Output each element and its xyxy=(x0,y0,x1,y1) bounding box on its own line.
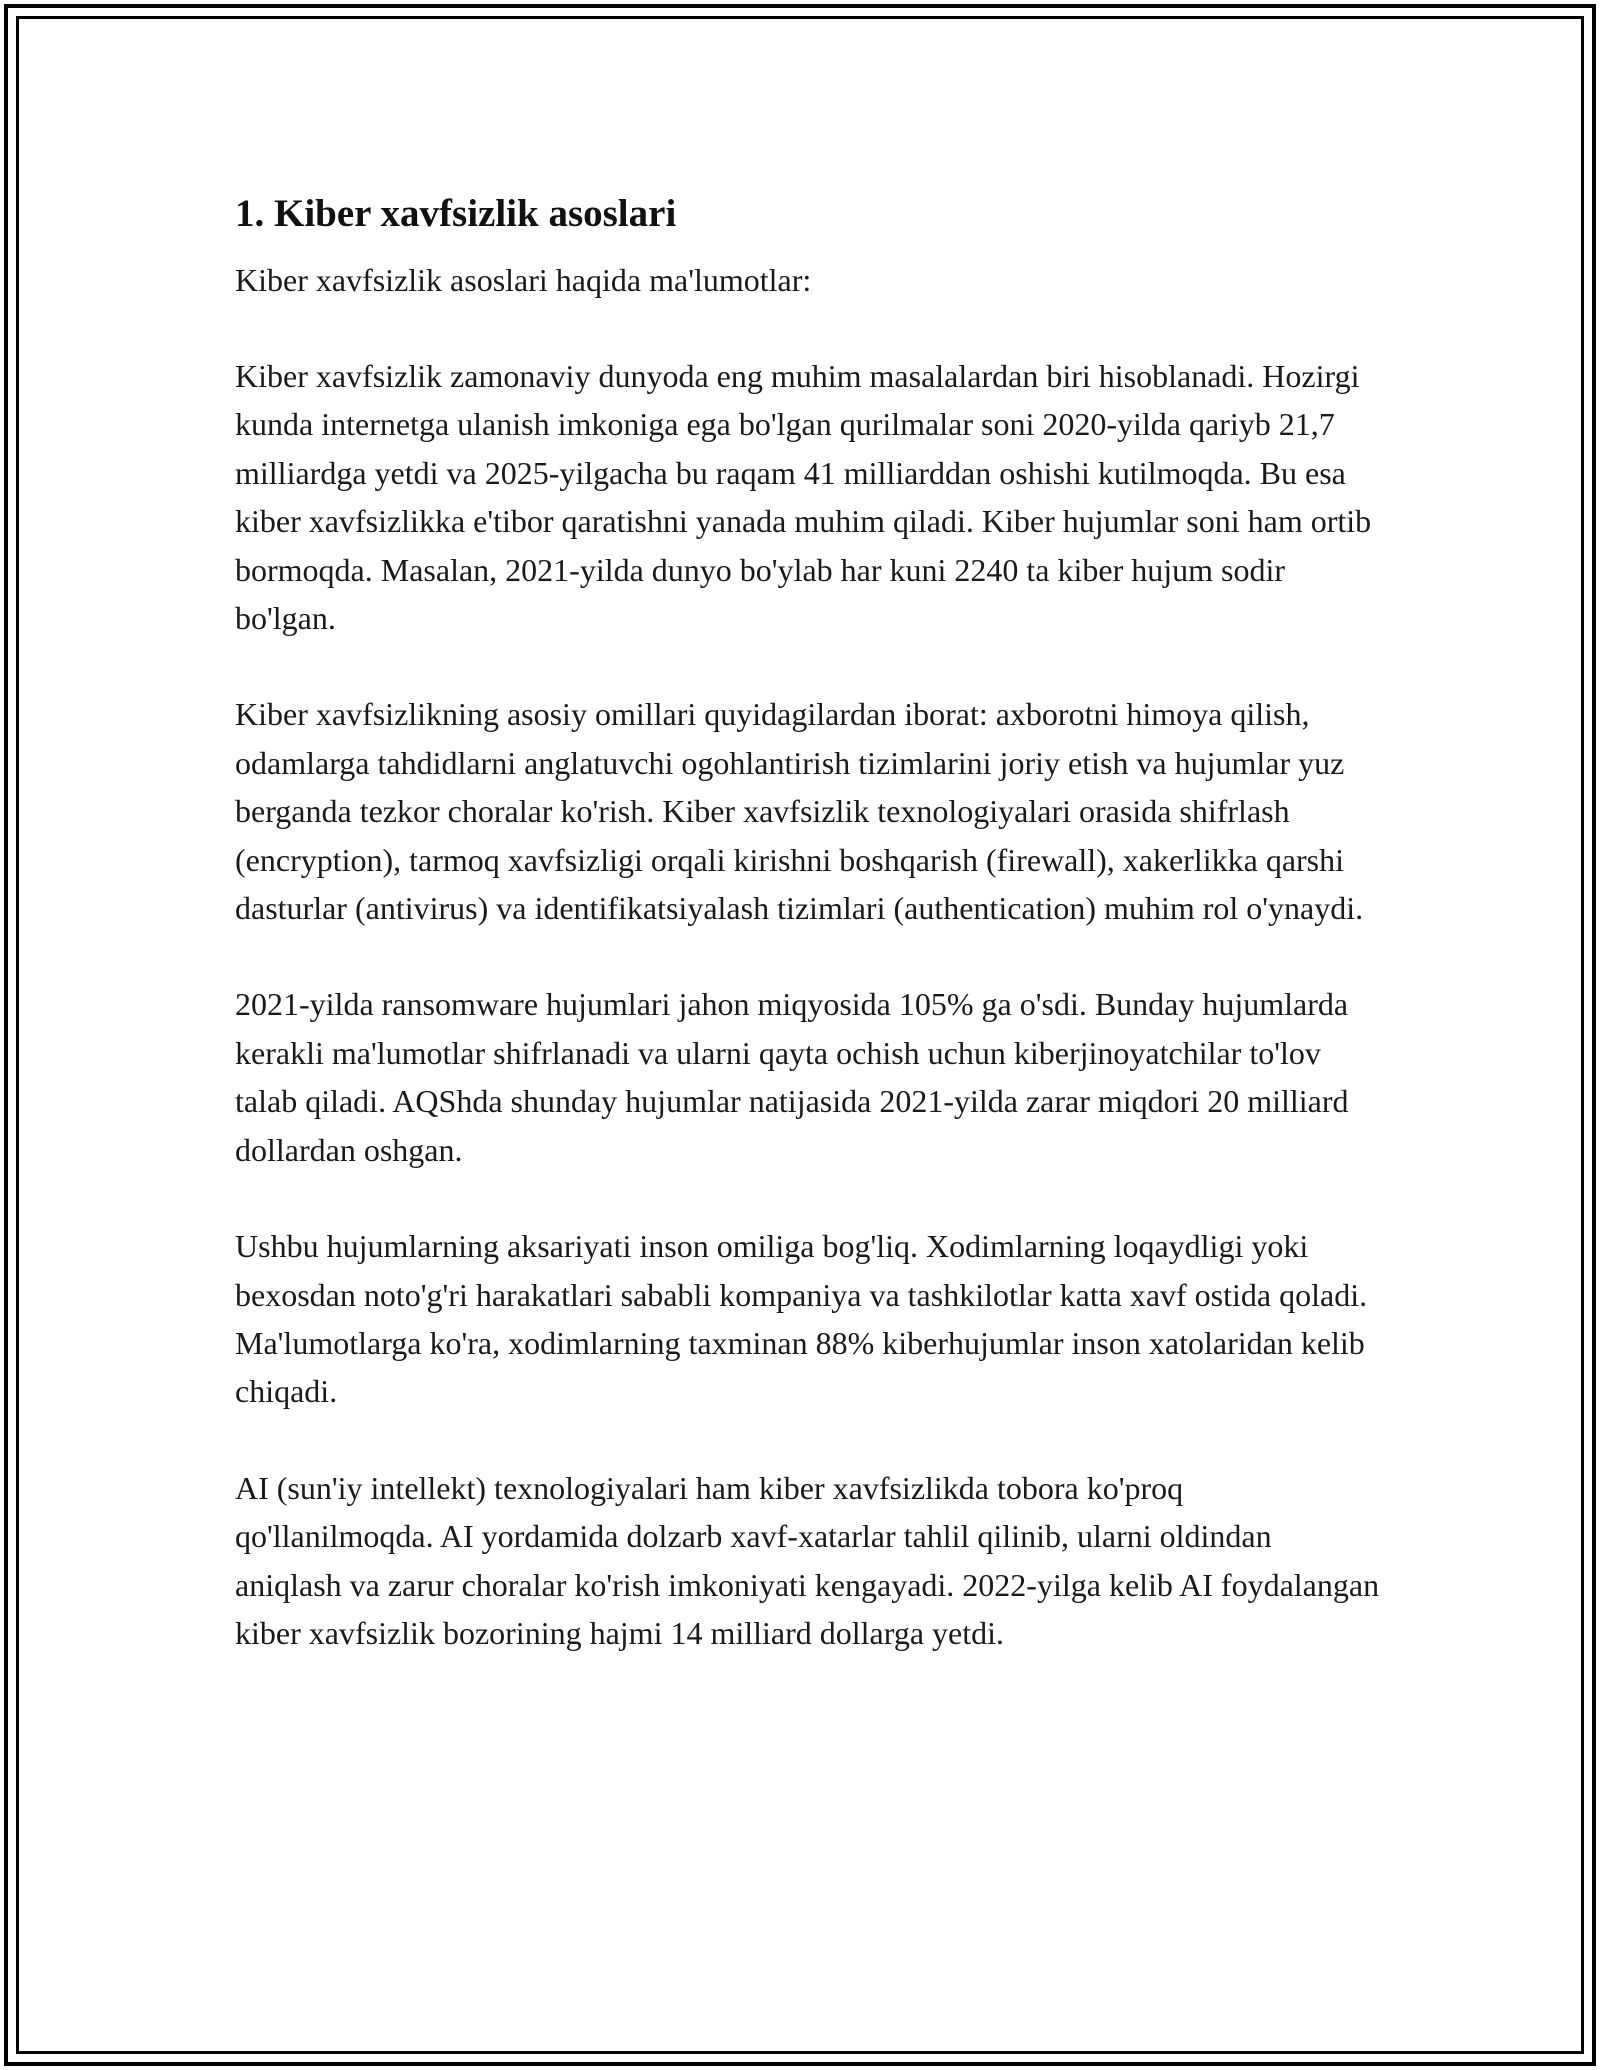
paragraph-1: Kiber xavfsizlik zamonaviy dunyoda eng muhim masalalardan biri hisoblanadi. Hozirgi kunda internetga ulanish imkoniga ega bo'lgan qurilmalar soni 2020-yilda qariyb 21,7 milliardga yetdi va 2025-yilgacha bu raqam 41 milliarddan oshishi kutilmoqda. Bu esa kiber xavfsizlikka e'tibor qaratishni yanada muhim qiladi. Kiber hujumlar soni ham ortib bormoqda. Masalan, 2021-yilda dunyo bo'ylab har kuni 2240 ta kiber hujum sodir bo'lgan. xyxy=(235,358,1372,637)
paragraph-5: AI (sun'iy intellekt) texnologiyalari ham kiber xavfsizlikda tobora ko'proq qo'llanilmoqda. AI yordamida dolzarb xavf-xatarlar tahlil qilinib, ularni oldindan aniqlash va zarur choralar ko'rish imkoniyati kengayadi. 2022-yilga kelib AI foydalangan kiber xavfsizlik bozorining hajmi 14 milliard dollarga yetdi. xyxy=(235,1469,1380,1651)
paragraph-2: Kiber xavfsizlikning asosiy omillari quyidagilardan iborat: axborotni himoya qilish, odamlarga tahdidlarni anglatuvchi ogohlantirish tizimlarini joriy etish va hujumlar yuz berganda tezkor choralar ko'rish. Kiber xavfsizlik texnologiyalari orasida shifrlash (encryption), tarmoq xavfsizligi orqali kirishni boshqarish (firewall), xakerlikka qarshi dasturlar (antivirus) va identifikatsiyalash tizimlari (authentication) muhim rol o'ynaydi. xyxy=(235,696,1364,927)
paragraph-3: 2021-yilda ransomware hujumlari jahon miqyosida 105% ga o'sdi. Bunday hujumlarda kerakli ma'lumotlar shifrlanadi va ularni qayta ochish uchun kiberjinoyatchilar to'lov talab qiladi. AQShda shunday hujumlar natijasida 2021-yilda zarar miqdori 20 milliard dollardan oshgan. xyxy=(235,986,1349,1168)
document-body xyxy=(235,186,1385,1657)
intro-line: Kiber xavfsizlik asoslari haqida ma'lumotlar: xyxy=(235,262,812,298)
section-heading: 1. Kiber xavfsizlik asoslari xyxy=(235,192,677,235)
paragraph-4: Ushbu hujumlarning aksariyati inson omiliga bog'liq. Xodimlarning loqaydligi yoki bexosdan noto'g'ri harakatlari sababli kompaniya va tashkilotlar katta xavf ostida qoladi. Ma'lumotlarga ko'ra, xodimlarning taxminan 88% kiberhujumlar inson xatolaridan kelib chiqadi. xyxy=(235,1228,1368,1410)
